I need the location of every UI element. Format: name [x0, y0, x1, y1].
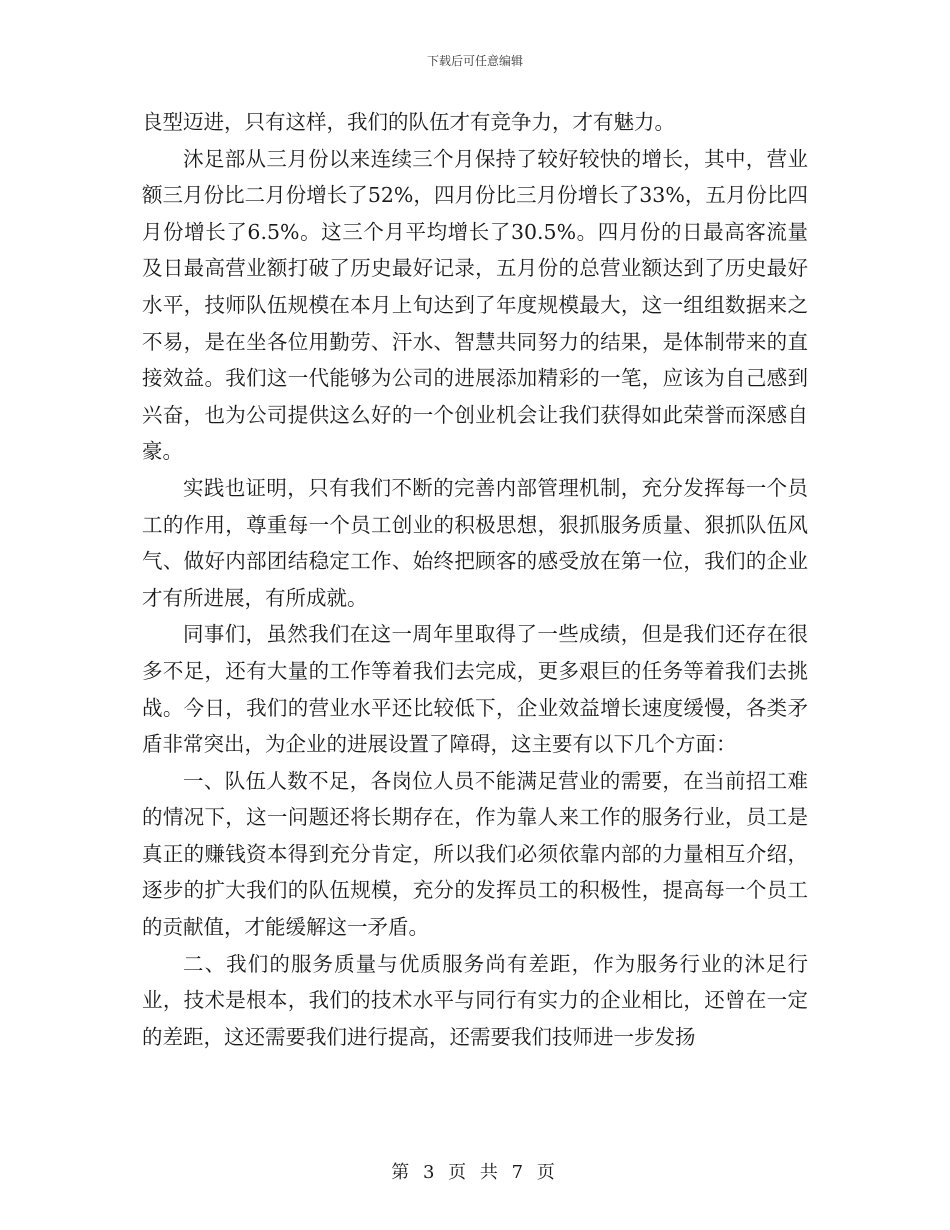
page-number: 第 3 页 共 7 页 — [391, 1162, 559, 1183]
paragraph-growth: 沐足部从三月份以来连续三个月保持了较好较快的增长，其中，营业额三月份比二月份增长了52%，四月份比三月份增长了33%，五月份比四月份增长了6.5%。这三个月平均增长了30.5%。四月份的日最高客流量及日最高营业额打破了历史最好记录，五月份的总营业额达到了历史最好水平，技师队伍规模在本月上旬达到了年度规模最大，这一组组数据来之不易，是在坐各位用勤劳、汗水、智慧共同努力的结果，是体制带来的直接效益。我们这一代能够为公司的进展添加精彩的一笔，应该为自己感到兴奋，也为公司提供这么好的一个创业机会让我们获得如此荣誉而深感自豪。 — [142, 146, 808, 464]
paragraph-shortcomings: 同事们，虽然我们在这一周年里取得了一些成绩，但是我们还存在很多不足，还有大量的工作等着我们去完成，更多艰巨的任务等着我们去挑战。今日，我们的营业水平还比较低下，企业效益增长速度缓慢，各类矛盾非常突出，为企业的进展设置了障碍，这主要有以下几个方面： — [142, 622, 808, 757]
page-header: 下载后可任意编辑 — [426, 54, 523, 68]
paragraph-point-one: 一、队伍人数不足，各岗位人员不能满足营业的需要，在当前招工难的情况下，这一问题还将长期存在，作为靠人来工作的服务行业，员工是真正的赚钱资本得到充分肯定，所以我们必须依靠内部的力量相互介绍，逐步的扩大我们的队伍规模，充分的发挥员工的积极性，提高每一个员工的贡献值，才能缓解这一矛盾。 — [142, 768, 808, 940]
paragraph-practice: 实践也证明，只有我们不断的完善内部管理机制，充分发挥每一个员工的作用，尊重每一个员工创业的积极思想，狠抓服务质量、狠抓队伍风气、做好内部团结稳定工作、始终把顾客的感受放在第一位，我们的企业才有所进展，有所成就。 — [142, 475, 808, 610]
paragraph-point-two: 二、我们的服务质量与优质服务尚有差距，作为服务行业的沐足行业，技术是根本，我们的技术水平与同行有实力的企业相比，还曾在一定的差距，这还需要我们进行提高，还需要我们技师进一步发扬 — [142, 951, 808, 1049]
paragraph-continuation: 良型迈进，只有这样，我们的队伍才有竞争力，才有魅力。 — [142, 110, 675, 134]
document-body — [142, 104, 808, 1055]
